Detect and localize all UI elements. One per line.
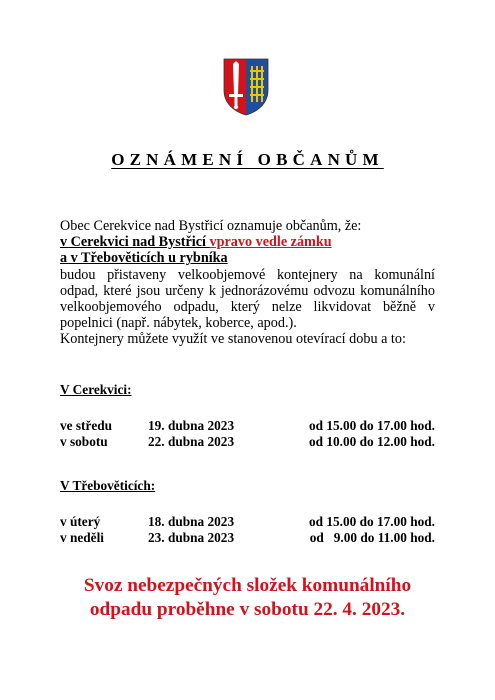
schedule-row [60,530,435,546]
schedule-time: od 10.00 do 12.00 hod. [309,433,435,449]
location-detail: vpravo vedle zámku [209,234,332,251]
intro-line-3: a v Třebověticích u rybníka [60,250,228,267]
schedule-date: 19. dubna 2023 [148,418,235,433]
section-title: V Třebověticích: [60,478,156,493]
schedule-row [60,434,435,450]
schedule-day: v úterý [60,514,101,529]
schedule-date: 23. dubna 2023 [148,529,235,545]
municipal-coat-of-arms-icon [223,58,269,116]
schedule-day: v neděli [60,529,104,545]
schedule-time: od 9.00 do 11.00 hod. [309,529,435,545]
schedule-trebovetice [60,478,435,545]
schedule-cerekvice [60,382,435,449]
notice-line-2: odpadu proběhne v sobotu 22. 4. 2023. [89,598,406,620]
schedule-time: od 15.00 do 17.00 hod. [309,514,435,529]
intro-line-1: Obec Cerekvice nad Bystřicí oznamuje občanům, že: [60,218,362,234]
schedule-date: 22. dubna 2023 [148,433,235,449]
hazardous-waste-notice [0,574,495,621]
intro-text [60,218,435,348]
intro-last-line: Kontejnery můžete využít ve stanovenou otevírací dobu a to: [60,331,406,348]
schedule-row [60,514,435,530]
notice-line-1: Svoz nebezpečných složek komunálního [83,575,412,596]
schedule-day: v sobotu [60,433,108,449]
schedule-date: 18. dubna 2023 [148,514,235,529]
schedule-row [60,418,435,434]
intro-line-2 [60,234,435,250]
schedule-day: ve středu [60,418,113,433]
intro-paragraph: budou přistaveny velkoobjemové kontejnery na komunální odpad, které jsou určeny k jednorázovému odvozu komunálního velkoobjemového odpadu, který nelze likvidovat běžně v popelnici (např. nábytek, koberce, apod.). [60,266,435,332]
page-title: OZNÁMENÍ OBČANŮM [111,150,384,169]
section-title: V Cerekvici: [60,382,132,397]
schedule-time: od 15.00 do 17.00 hod. [309,418,435,433]
location-cerekvice: v Cerekvici nad Bystřicí [60,234,210,251]
